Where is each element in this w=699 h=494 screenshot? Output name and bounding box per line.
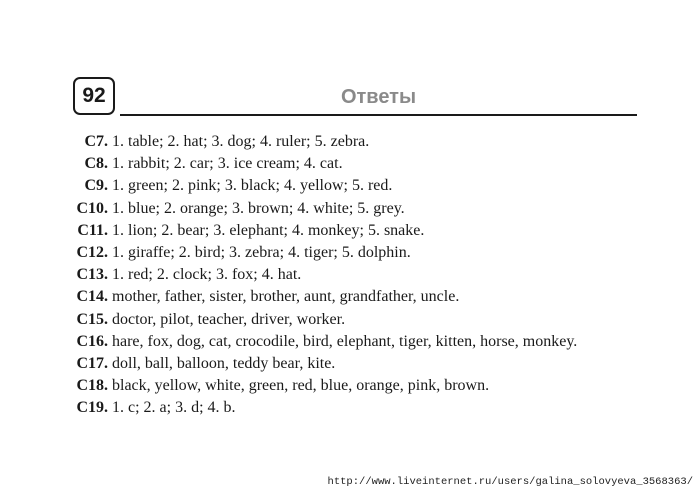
source-url-watermark: http://www.liveinternet.ru/users/galina_solovyeva_3568363/	[327, 476, 693, 488]
answer-code: C18.	[76, 377, 108, 395]
answer-code: C12.	[76, 243, 108, 261]
header-divider	[120, 114, 637, 116]
answer-code: C16.	[76, 332, 108, 350]
answer-code: C15.	[76, 310, 108, 328]
page-title: Ответы	[340, 86, 417, 108]
answer-code: C7.	[84, 133, 108, 150]
page-number-badge	[73, 77, 115, 115]
answer-code: C17.	[76, 354, 108, 372]
answer-row	[66, 198, 577, 220]
answer-text: 1. table; 2. hat; 3. dog; 4. ruler; 5. zebra.	[112, 133, 370, 150]
answer-row	[66, 264, 577, 286]
answer-text: doctor, pilot, teacher, driver, worker.	[112, 310, 346, 328]
page-number: 92	[82, 84, 106, 107]
answer-row	[66, 353, 577, 375]
answer-row	[66, 286, 577, 308]
answer-row	[66, 331, 577, 353]
answer-text: hare, fox, dog, cat, crocodile, bird, elephant, tiger, kitten, horse, monkey.	[112, 332, 578, 350]
answer-text: mother, father, sister, brother, aunt, grandfather, uncle.	[112, 288, 460, 306]
answer-text: doll, ball, balloon, teddy bear, kite.	[112, 354, 336, 372]
answer-row	[66, 397, 577, 419]
answer-code: C8.	[84, 155, 108, 173]
answer-text: 1. red; 2. clock; 3. fox; 4. hat.	[112, 266, 302, 284]
answer-code: C11.	[77, 221, 108, 239]
answer-text: 1. lion; 2. bear; 3. elephant; 4. monkey; 5. snake.	[112, 221, 425, 239]
answer-text: black, yellow, white, green, red, blue, orange, pink, brown.	[112, 377, 490, 395]
answer-code: C13.	[76, 266, 108, 284]
answer-text: 1. c; 2. a; 3. d; 4. b.	[112, 399, 236, 417]
answer-code: C14.	[76, 288, 108, 306]
answers-list	[66, 131, 577, 419]
answer-row	[66, 131, 577, 153]
answer-row	[66, 220, 577, 242]
answer-row	[66, 175, 577, 197]
answer-code: C10.	[76, 199, 108, 217]
answer-row	[66, 375, 577, 397]
answer-text: 1. giraffe; 2. bird; 3. zebra; 4. tiger; 5. dolphin.	[112, 243, 411, 261]
answer-row	[66, 309, 577, 331]
answer-text: 1. blue; 2. orange; 3. brown; 4. white; 5. grey.	[112, 199, 405, 217]
answer-code: C9.	[84, 177, 108, 195]
answer-row	[66, 242, 577, 264]
answer-text: 1. rabbit; 2. car; 3. ice cream; 4. cat.	[112, 155, 343, 173]
answer-text: 1. green; 2. pink; 3. black; 4. yellow; 5. red.	[112, 177, 393, 195]
answer-code: C19.	[76, 399, 108, 417]
answer-row	[66, 153, 577, 175]
